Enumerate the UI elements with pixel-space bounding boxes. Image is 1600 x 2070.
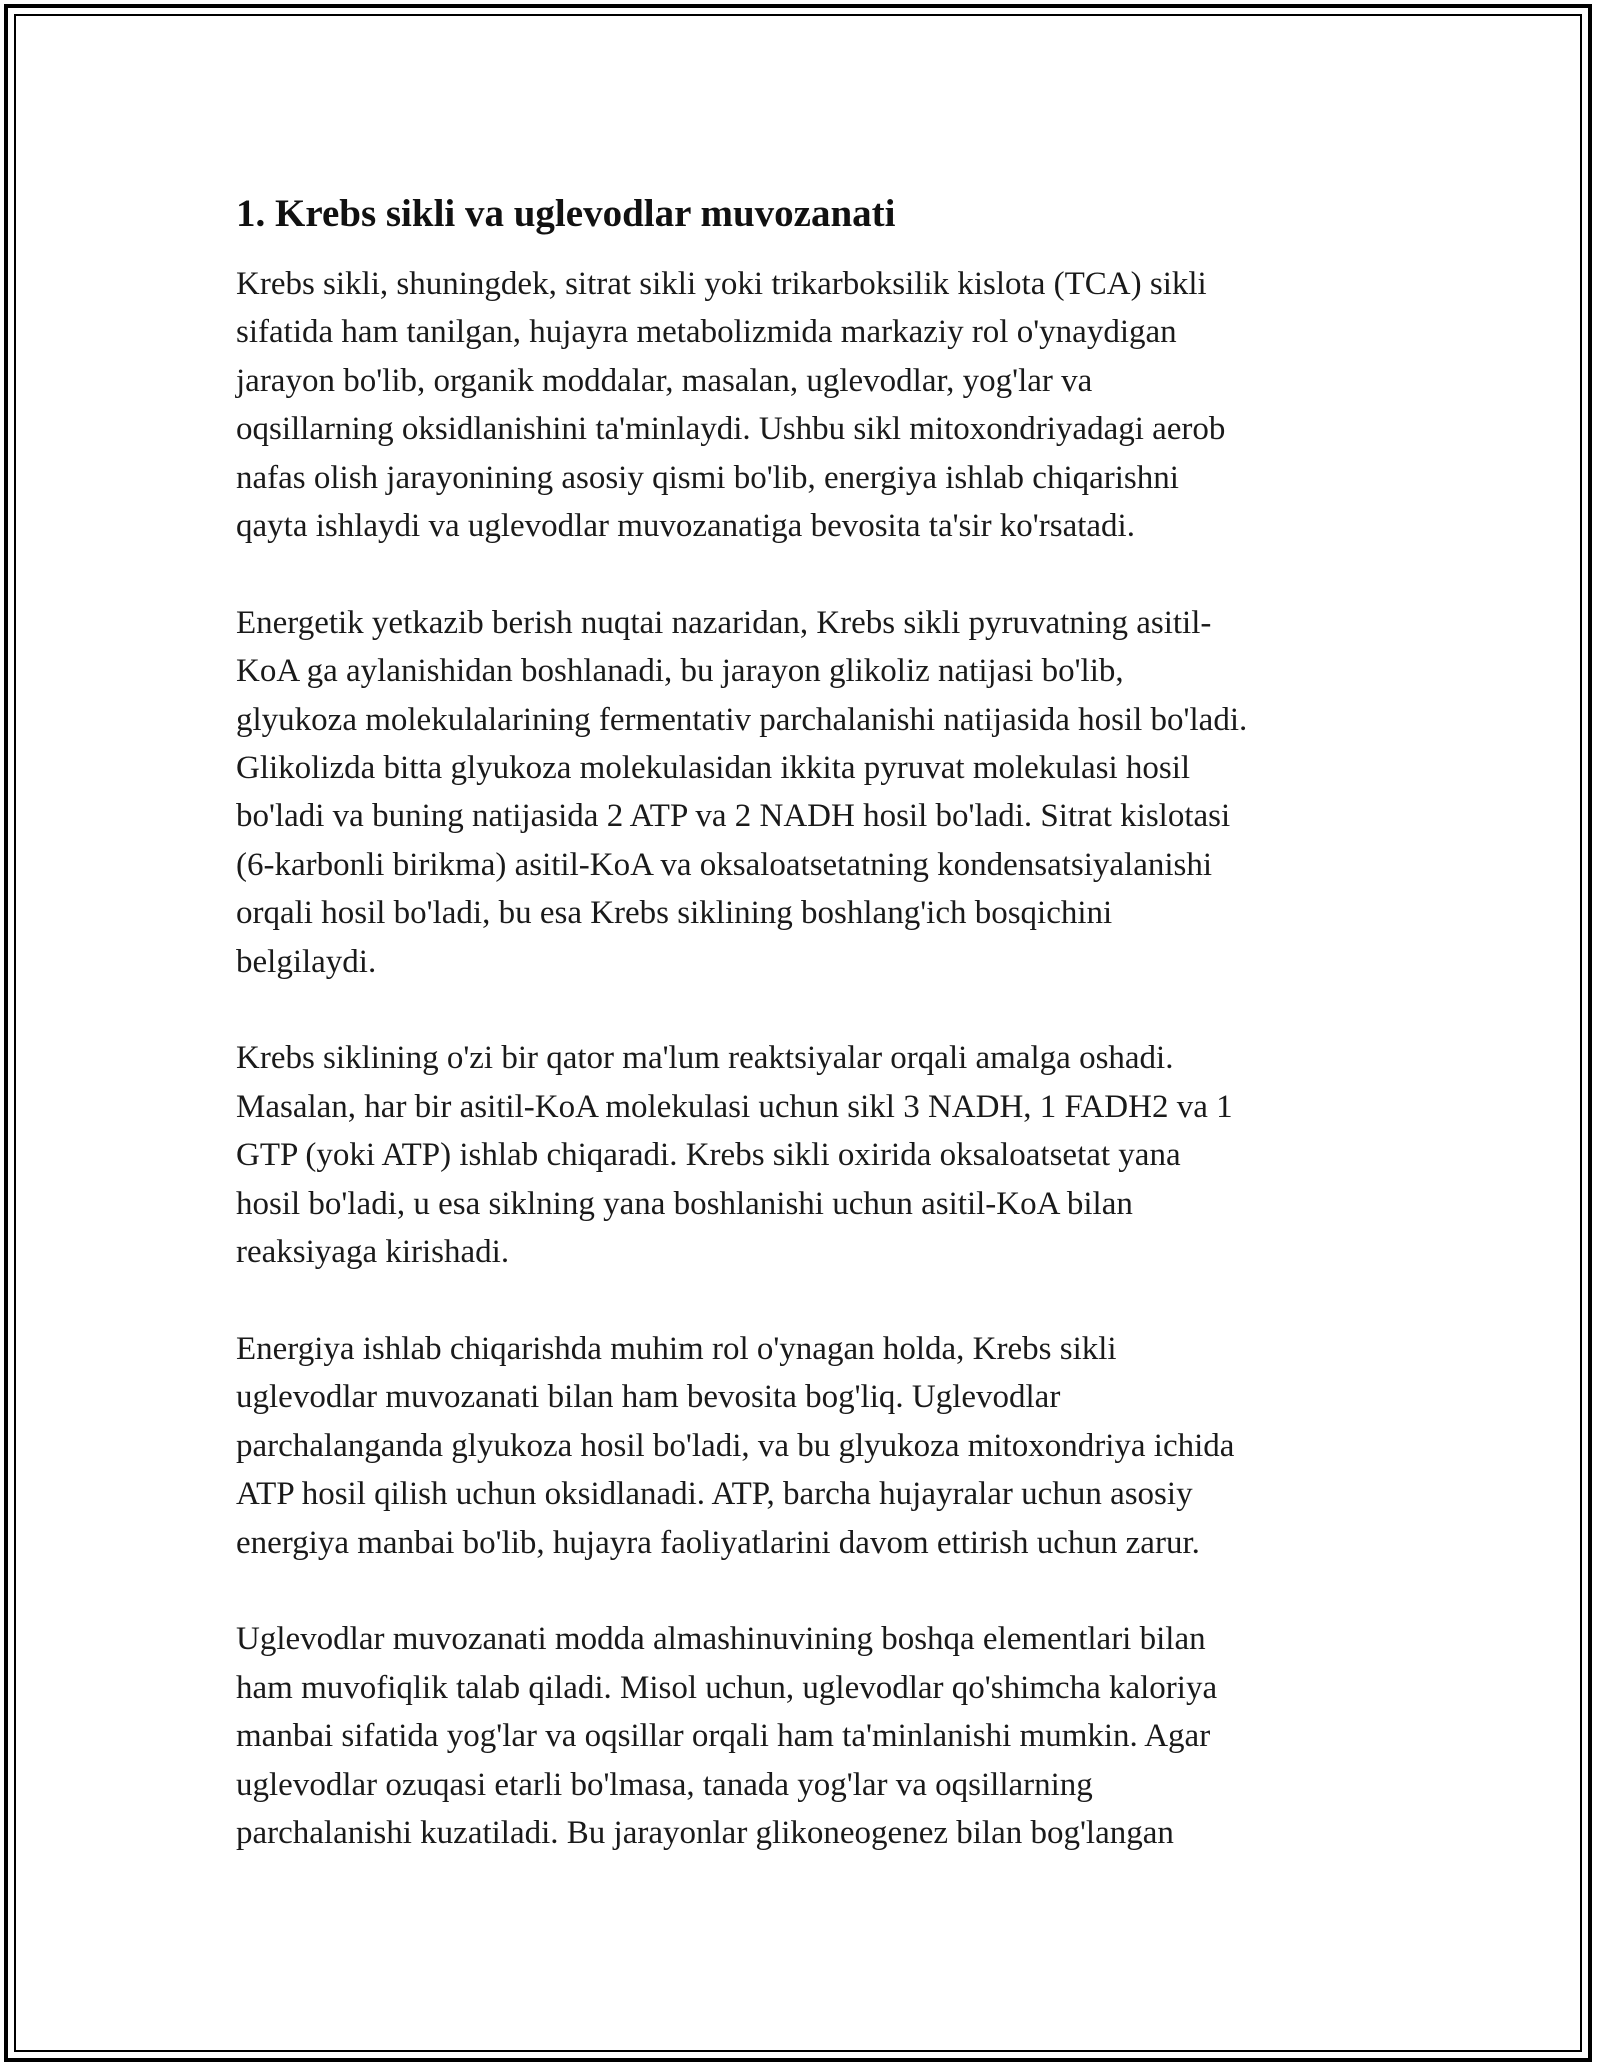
- paragraph-3: Krebs siklining o'zi bir qator ma'lum reaktsiyalar orqali amalga oshadi. Masalan, har bir asitil-KoA molekulasi uchun sikl 3 NADH, 1 FADH2 va 1 GTP (yoki ATP) ishlab chiqaradi. Krebs sikli oxirida oksaloatsetat yana hosil bo'ladi, u esa siklning yana boshlanishi uchun asitil-KoA bilan reaksiyaga kirishadi.: [236, 1040, 1233, 1271]
- document-body: [236, 186, 1366, 1906]
- paragraph-4: Energiya ishlab chiqarishda muhim rol o'ynagan holda, Krebs sikli uglevodlar muvozanati bilan ham bevosita bog'liq. Uglevodlar parchalanganda glyukoza hosil bo'ladi, va bu glyukoza mitoxondriya ichida ATP hosil qilish uchun oksidlanadi. ATP, barcha hujayralar uchun asosiy energiya manbai bo'lib, hujayra faoliyatlarini davom ettirish uchun zarur.: [236, 1330, 1235, 1561]
- section-heading: 1. Krebs sikli va uglevodlar muvozanati: [236, 192, 896, 235]
- paragraph-1: Krebs sikli, shuningdek, sitrat sikli yoki trikarboksilik kislota (TCA) sikli sifatida ham tanilgan, hujayra metabolizmida markaziy rol o'ynaydigan jarayon bo'lib, organik moddalar, masalan, uglevodlar, yog'lar va oqsillarning oksidlanishini ta'minlaydi. Ushbu sikl mitoxondriyadagi aerob nafas olish jarayonining asosiy qismi bo'lib, energiya ishlab chiqarishni qayta ishlaydi va uglevodlar muvozanatiga bevosita ta'sir ko'rsatadi.: [236, 266, 1226, 545]
- paragraph-5: Uglevodlar muvozanati modda almashinuvining boshqa elementlari bilan ham muvofiqlik talab qiladi. Misol uchun, uglevodlar qo'shimcha kaloriya manbai sifatida yog'lar va oqsillar orqali ham ta'minlanishi mumkin. Agar uglevodlar ozuqasi etarli bo'lmasa, tanada yog'lar va oqsillarning parchalanishi kuzatiladi. Bu jarayonlar glikoneogenez bilan bog'langan: [236, 1621, 1218, 1851]
- paragraph-2: Energetik yetkazib berish nuqtai nazaridan, Krebs sikli pyruvatning asitil- KoA ga aylanishidan boshlanadi, bu jarayon glikoliz natijasi bo'lib, glyukoza molekulalarining fermentativ parchalanishi natijasida hosil bo'ladi. Glikolizda bitta glyukoza molekulasidan ikkita pyruvat molekulasi hosil bo'ladi va buning natijasida 2 ATP va 2 NADH hosil bo'ladi. Sitrat kislotasi (6-karbonli birikma) asitil-KoA va oksaloatsetatning kondensatsiyalanishi orqali hosil bo'ladi, bu esa Krebs siklining boshlang'ich bosqichini belgilaydi.: [236, 604, 1248, 980]
